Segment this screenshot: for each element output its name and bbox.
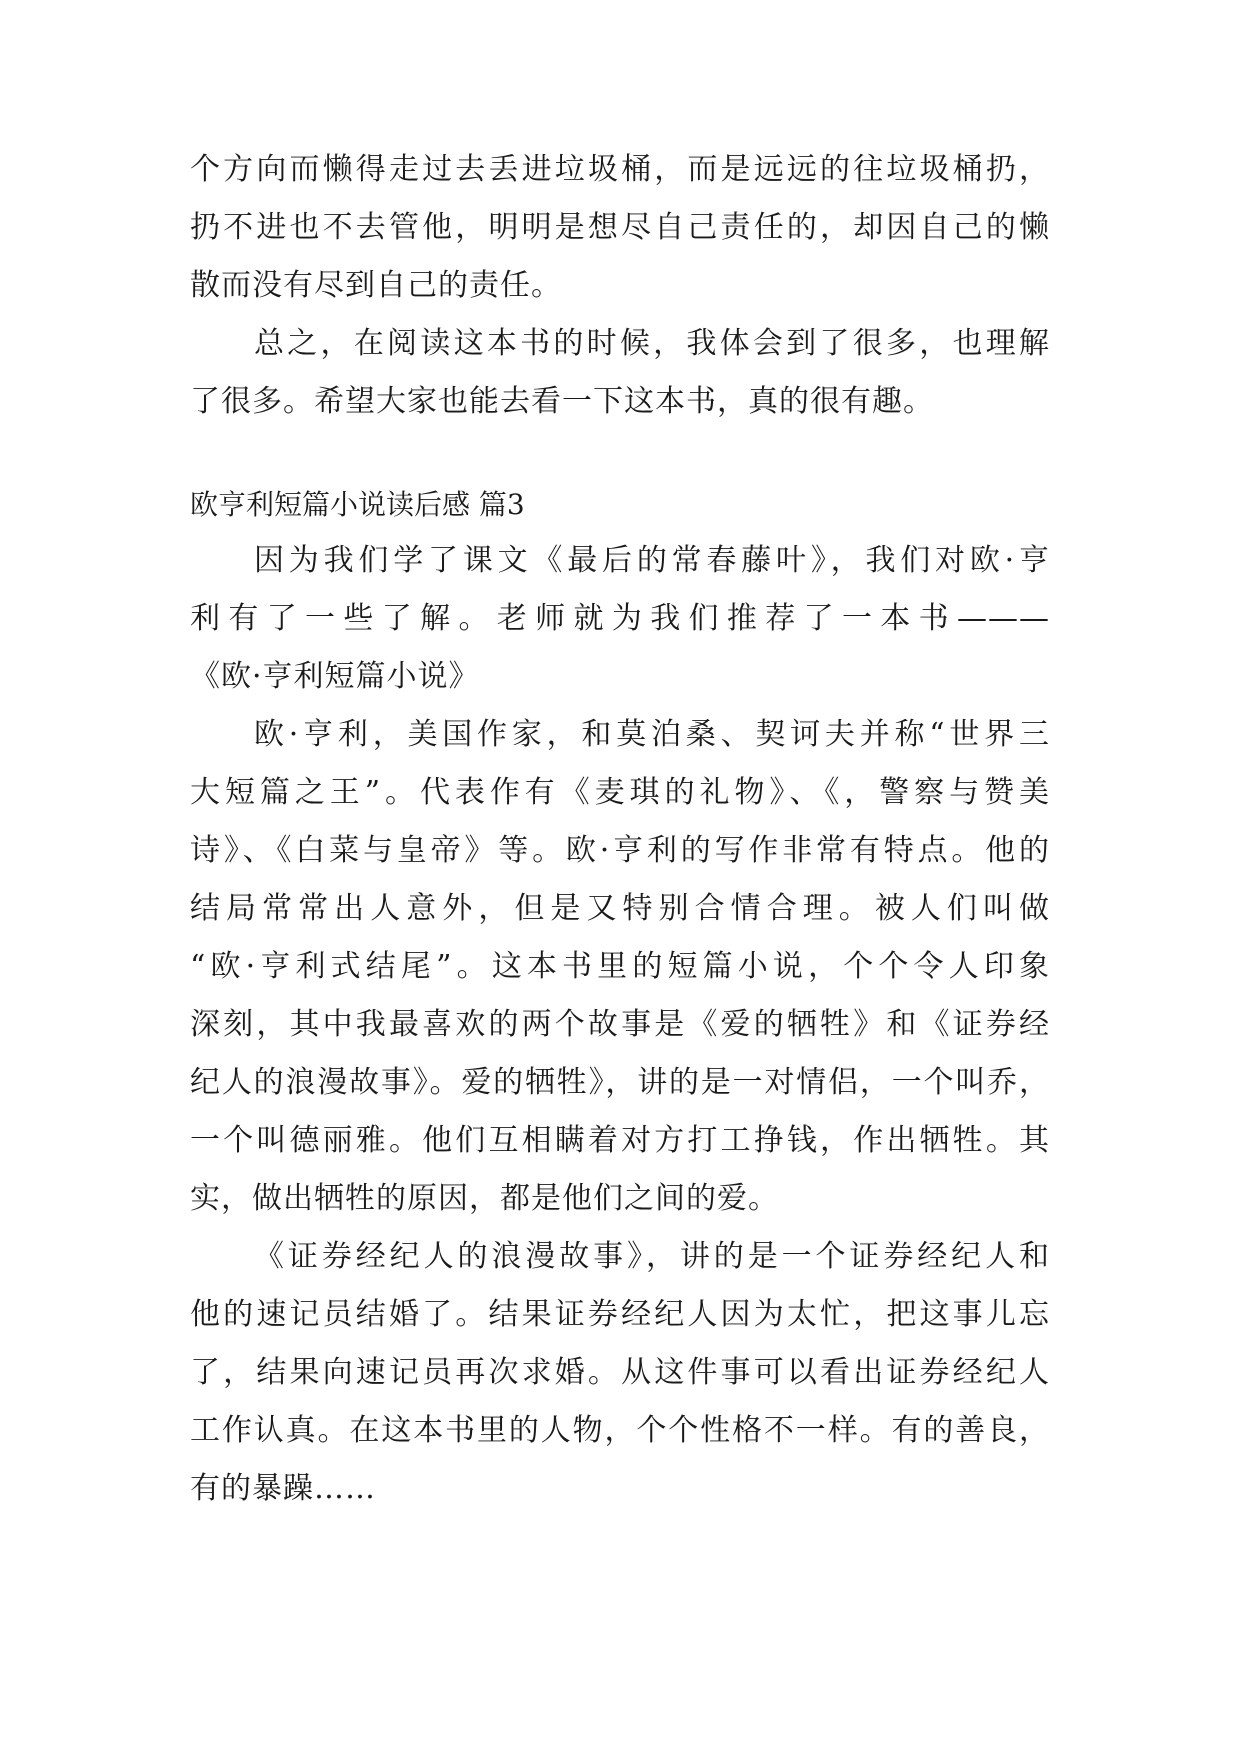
text-line: 总之，在阅读这本书的时候，我体会到了很多，也理解 [254, 326, 1050, 361]
text-line: 有的暴躁…… [190, 1471, 376, 1506]
text-line: 结局常常出人意外，但是又特别合情合理。被人们叫做 [190, 891, 1050, 926]
text-line: 《欧·亨利短篇小说》 [190, 659, 480, 694]
text-line: 散而没有尽到自己的责任。 [190, 268, 562, 303]
text-line: 他的速记员结婚了。结果证券经纪人因为太忙，把这事儿忘 [190, 1297, 1050, 1332]
text-line: 欧·亨利，美国作家，和莫泊桑、契诃夫并称“世界三 [254, 717, 1050, 752]
text-line: 大短篇之王”。代表作有《麦琪的礼物》、《，警察与赞美 [190, 775, 1050, 810]
text-line: 一个叫德丽雅。他们互相瞒着对方打工挣钱，作出牺牲。其 [190, 1123, 1050, 1158]
section-title: 欧亨利短篇小说读后感 篇3 [190, 488, 525, 521]
text-line: 了，结果向速记员再次求婚。从这件事可以看出证券经纪人 [190, 1355, 1050, 1390]
text-line: “欧·亨利式结尾”。这本书里的短篇小说，个个令人印象 [190, 949, 1050, 984]
text-line: 了很多。希望大家也能去看一下这本书，真的很有趣。 [190, 384, 934, 419]
text-line: 工作认真。在这本书里的人物，个个性格不一样。有的善良， [190, 1413, 1050, 1448]
text-line: 因为我们学了课文《最后的常春藤叶》，我们对欧·亨 [254, 543, 1050, 578]
text-line: 诗》、《白菜与皇帝》等。欧·亨利的写作非常有特点。他的 [190, 833, 1050, 868]
text-line: 《证券经纪人的浪漫故事》，讲的是一个证券经纪人和 [254, 1239, 1050, 1274]
text-line: 纪人的浪漫故事》。爱的牺牲》，讲的是一对情侣，一个叫乔， [190, 1065, 1050, 1100]
text-line: 实，做出牺牲的原因，都是他们之间的爱。 [190, 1181, 779, 1216]
text-line: 扔不进也不去管他，明明是想尽自己责任的，却因自己的懒 [190, 210, 1050, 245]
text-line: 个方向而懒得走过去丢进垃圾桶，而是远远的往垃圾桶扔， [190, 152, 1050, 187]
text-line: 利有了一些了解。老师就为我们推荐了一本书——— [190, 601, 1050, 636]
text-line: 深刻，其中我最喜欢的两个故事是《爱的牺牲》和《证券经 [190, 1007, 1050, 1042]
